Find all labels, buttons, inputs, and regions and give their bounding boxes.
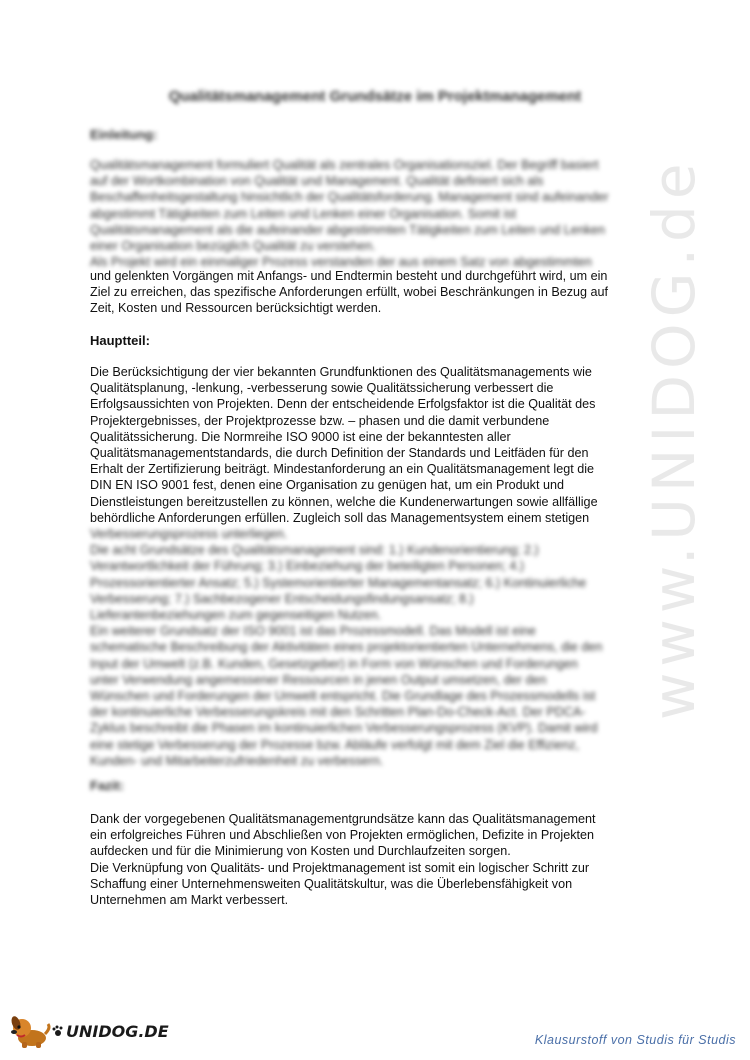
main-blurred-paragraph	[90, 526, 660, 769]
text-line: Prozessorientierter Ansatz; 5.) Systemorientierter Managementansatz; 6.) Kontinuierliche	[90, 575, 587, 590]
text-line: ein erfolgreiches Führen und Abschließen von Projekten ermöglichen, Defizite in Projekten	[90, 828, 595, 843]
text-line: auf der Wortkombination von Qualität und Management. Qualität definiert sich als	[90, 174, 544, 189]
intro-blurred-paragraph	[90, 157, 660, 270]
text-line: Als Projekt wird ein einmaliger Prozess verstanden der aus einem Satz von abgestimmten	[90, 255, 592, 270]
conclusion-paragraph	[90, 811, 660, 908]
text-line: Schaffung einer Unternehmensweiten Qualitätskultur, was die Überlebensfähigkeit von	[90, 876, 573, 891]
text-line: Beschaffenheitsgestaltung hinsichtlich der Qualitätsforderung. Management sind aufeinander	[90, 190, 609, 205]
text-line: Projektergebnisses, der Projektprozesse bzw. – phasen und die damit verbundene	[90, 413, 550, 428]
text-line: Verbesserungsprozess unterliegen.	[90, 527, 288, 541]
conclusion-heading: Fazit:	[90, 778, 124, 793]
text-line: Die Verknüpfung von Qualitäts- und Projektmanagement ist somit ein logischer Schritt zur	[90, 860, 590, 875]
text-line: behördliche Anforderungen erfüllen. Zugleich soll das Managementsystem einem stetigen	[90, 510, 590, 525]
main-paragraph	[90, 364, 660, 526]
text-line: schematische Beschreibung der Aktivitäten eines projektorientierten Unternehmens, die den	[90, 640, 603, 655]
text-line: Erfolgsaussichten von Projekten. Denn der entscheidende Erfolgsfaktor ist die Qualität des	[90, 397, 596, 412]
text-line: Qualitätsmanagement formuliert Qualität als zentrales Organisationsziel. Der Begriff basiert	[90, 158, 599, 172]
main-heading: Hauptteil:	[90, 333, 150, 348]
text-line: Die acht Grundsätze des Qualitätsmanagement sind: 1.) Kundenorientierung; 2.)	[90, 543, 539, 558]
text-line: Erhalt der Zertifizierung beiträgt. Mindestanforderung an ein Qualitätsmanagement legt die	[90, 462, 595, 477]
text-line: Lieferantenbeziehungen zum gegenseitigen Nutzen.	[90, 608, 382, 623]
text-line: aufdecken und für die Minimierung von Kosten und Durchlaufzeiten sorgen.	[90, 844, 511, 859]
text-line: DIN EN ISO 9001 fest, denen eine Organisation zu genügen hat, um ein Produkt und	[90, 478, 564, 493]
text-line: Qualitätsmanagement als die aufeinander abgestimmten Tätigkeiten zum Leiten und Lenken	[90, 222, 606, 237]
text-line: Dank der vorgegebenen Qualitätsmanagementgrundsätze kann das Qualitätsmanagement	[90, 812, 596, 826]
text-line: Verantwortlichkeit der Führung; 3.) Einbeziehung der beteiligten Personen; 4.)	[90, 559, 525, 574]
text-line: Verbesserung; 7.) Sachbezogener Entscheidungsfindungsansatz; 8.)	[90, 591, 474, 606]
text-line: Zyklus beschreibt die Phasen im kontinuierlichen Verbesserungsprozess (KVP). Damit wird	[90, 721, 598, 736]
text-line: einer Organisation bezüglich Qualität zu verstehen.	[90, 239, 376, 254]
text-line: Qualitätsmanagementstandards, die durch Definition der Standards und Leitfäden für den	[90, 446, 589, 461]
intro-heading: Einleitung:	[90, 127, 158, 142]
text-line: Ein weiterer Grundsatz der ISO 9001 ist das Prozessmodell. Das Modell ist eine	[90, 624, 536, 639]
footer-tagline: Klausurstoff von Studis für Studis	[534, 1033, 736, 1047]
dog-icon	[8, 1012, 52, 1050]
text-line: Qualitätssicherung. Die Normreihe ISO 9000 ist eine der bekanntesten aller	[90, 429, 511, 444]
text-line: unter Verwendung angemessener Ressourcen in jenen Output umsetzen, der den	[90, 672, 547, 687]
document-title: Qualitätsmanagement Grundsätze im Projektmanagement	[168, 88, 582, 105]
watermark: www.UNIDOG.de	[640, 157, 708, 720]
text-line: Qualitätsplanung, -lenkung, -verbesserung sowie Qualitätssicherung verbessert die	[90, 381, 554, 396]
text-line: abgestimmt Tätigkeiten zum Leiten und Lenken einer Organisation. Somit ist	[90, 206, 517, 221]
text-line: und gelenkten Vorgängen mit Anfangs- und Endtermin besteht und durchgeführt wird, um ein	[90, 269, 608, 283]
paw-icon	[52, 1025, 64, 1037]
logo-text: UNIDOG.DE	[66, 1021, 169, 1041]
text-line: eine stetige Verbesserung der Prozesse bzw. Abläufe verfolgt mit dem Ziel die Effizienz,	[90, 737, 580, 752]
text-line: Die Berücksichtigung der vier bekannten Grundfunktionen des Qualitätsmanagements wie	[90, 365, 592, 379]
text-line: der kontinuierliche Verbesserungskreis mit den Schritten Plan-Do-Check-Act. Der PDCA-	[90, 705, 586, 720]
text-line: Dienstleistungen bereitzustellen zu können, welche die Kundenerwartungen sowie allfällige	[90, 494, 598, 509]
text-line: Unternehmen am Markt verbessert.	[90, 893, 289, 908]
text-line: Input der Umwelt (z.B. Kunden, Gesetzgeber) in Form von Wünschen und Forderungen	[90, 656, 578, 671]
text-line: Wünschen und Forderungen der Umwelt entspricht. Die Grundlage des Prozessmodells ist	[90, 689, 596, 704]
text-line: Kunden- und Mitarbeiterzufriedenheit zu verbessern.	[90, 753, 384, 768]
text-line: Zeit, Kosten und Ressourcen berücksichtigt werden.	[90, 301, 382, 316]
intro-paragraph	[90, 268, 660, 317]
unidog-logo[interactable]	[8, 1012, 169, 1050]
text-line: Ziel zu erreichen, das spezifische Anforderungen erfüllt, wobei Beschränkungen in Bezug auf	[90, 285, 609, 300]
